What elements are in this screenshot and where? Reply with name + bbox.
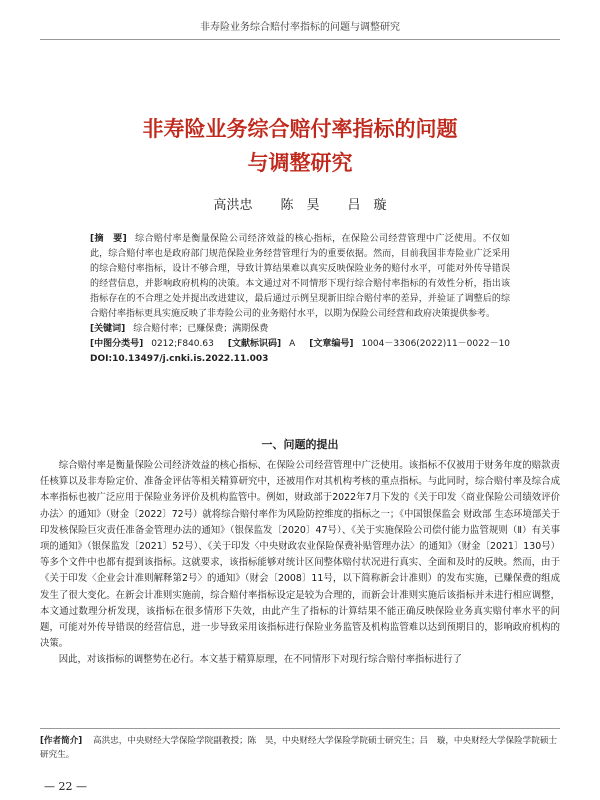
body-paragraph: 综合赔付率是衡量保险公司经济效益的核心指标、在保险公司经营管理中广泛使用。该指标不仅被用于财务年度的赔款责任核算以及非寿险定价、准备金评估等相关精算研究中，还被用作对其机构考核的重点指标。与此同时，综合赔付率及综合成本率指标也被广泛应用于保险业务评价及机构监管中。例如，财政部于2022年7月下发的《关于印发〈商业保险公司绩效评价办法〉的通知》（财金〔2022〕72号）就将综合赔付率作为风险防控维度的指标之一；《中国银保监会 财政部 生态环境部关于印发核保险巨灾责任准备金管理办法的通知》（银保监发〔2020〕47号）、《关于实施保险公司偿付能力监管规则（Ⅱ）有关事项的通知》（银保监发〔2021〕52号）、《关于印发〈中央财政农业保险保费补贴管理办法〉的通知》（财金〔2021〕130号）等多个文件中也都有提到该指标。这就要求，该指标能够对统计区间整体赔付状况进行真实、全面和及时的反映。然而，由于《关于印发〈企业会计准则解释第2号〉的通知》（财会〔2008〕11号，以下简称新会计准则）的发布实施，已赚保费的组成发生了很大变化。在新会计准则实施前，综合赔付率指标设定是较为合理的，而新会计准则实施后该指标并未进行相应调整，本文通过数理分析发现，该指标在很多情形下失效，由此产生了指标的计算结果不能正确反映保险业务真实赔付率水平的问题，可能对外传导错误的经营信息，进一步导致采用该指标进行保险业务监管及机构监管难以达到预期目的，影响政府机构的决策。 [40, 460, 560, 650]
clc-label: [中图分类号] [90, 339, 144, 349]
author-note-label: [作者简介] [40, 736, 83, 746]
article-number-value: 1004－3306(2022)11－0022－10 [361, 339, 511, 349]
abstract-label: [摘 要] [90, 234, 127, 244]
body-text [40, 458, 560, 669]
body-paragraph: 因此，对该指标的调整势在必行。本文基于精算原理，在不同情形下对现行综合赔付率指标进行了 [58, 654, 462, 666]
doi-line [90, 352, 510, 367]
doi-label: DOI: [90, 354, 113, 364]
section-heading: 一、问题的提出 [261, 438, 339, 451]
running-head: 非寿险业务综合赔付率指标的问题与调整研究 [40, 18, 560, 40]
doc-code-value: A [289, 339, 296, 349]
doi-value: 10.13497/j.cnki.is.2022.11.003 [112, 354, 269, 364]
article-number-label: [文章编号] [309, 339, 354, 349]
author-footnote [40, 728, 560, 762]
clc-value: 0212;F840.63 [151, 339, 214, 349]
author-note-text: 高洪忠，中央财经大学保险学院副教授；陈 昊，中央财经大学保险学院硕士研究生；吕 璇，中央财经大学保险学院硕士研究生。 [40, 736, 558, 760]
title-line-2: 与调整研究 [247, 151, 353, 175]
author-name: 吕 璇 [347, 198, 387, 213]
author-name: 陈 昊 [280, 198, 320, 213]
title-line-1: 非寿险业务综合赔付率指标的问题 [142, 117, 458, 141]
page-title [40, 112, 560, 180]
page-number: — 22 — [44, 780, 87, 793]
doc-code-label: [文献标识码] [227, 339, 282, 349]
author-list [0, 194, 600, 213]
abstract-text: 综合赔付率是衡量保险公司经济效益的核心指标，在保险公司经营管理中广泛使用。不仅如此，综合赔付率也是政府部门规范保险业务经营管理行为的重要依据。然而，目前我国非寿险业广泛采用的综合赔付率指标，设计不够合理，导致计算结果难以真实反映保险业务的赔付水平，可能对外传导错误的经营信息，并影响政府机构的决策。本文通过对不同情形下现行综合赔付率指标的有效性分析，指出该指标存在的不合理之处并提出改进建议，最后通过示例呈现新旧综合赔付率的差异，并验证了调整后的综合赔付率指标更具实施反映了非寿险公司的业务赔付水平，以期为保险公司经营和政府决策提供参考。 [90, 234, 510, 319]
keywords-label: [关键词] [90, 324, 126, 334]
author-name: 高洪忠 [213, 198, 253, 213]
abstract [90, 232, 510, 322]
abstract-block [90, 232, 510, 367]
keywords-text: 综合赔付率；已赚保费；满期保费 [133, 324, 269, 334]
keywords [90, 322, 510, 337]
classification-row [90, 337, 510, 352]
